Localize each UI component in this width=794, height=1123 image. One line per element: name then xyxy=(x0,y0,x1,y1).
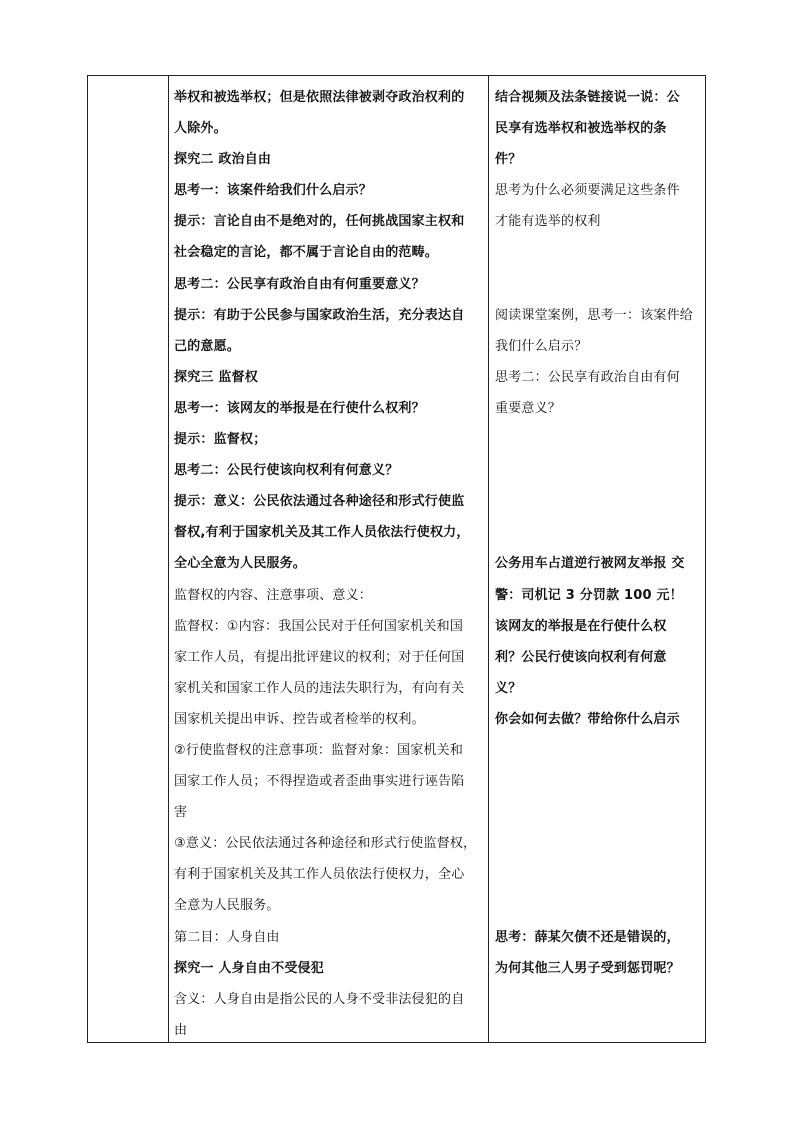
activity-line xyxy=(495,890,702,921)
content-line: 国家工作人员；不得捏造或者歪曲事实进行诬告陷 xyxy=(174,774,465,790)
content-line: 思考一：该案件给我们什么启示？ xyxy=(174,183,373,199)
activity-line xyxy=(495,766,702,797)
content-line: 全意为人民服务。 xyxy=(174,898,280,914)
content-line: 探究三 监督权 xyxy=(174,369,258,385)
activity-line xyxy=(495,424,702,455)
activity-line xyxy=(495,269,702,300)
content-line: 第二目：人身自由 xyxy=(174,929,280,945)
activity-line: 思考为什么必须要满足这些条件 xyxy=(495,183,680,199)
activity-line: 我们什么启示？ xyxy=(495,338,588,354)
activity-line xyxy=(495,486,702,517)
activity-line: 为何其他三人男子受到惩罚呢？ xyxy=(495,960,680,976)
activity-line xyxy=(495,455,702,486)
content-line: 举权和被选举权；但是依照法律被剥夺政治权利的 xyxy=(174,90,465,105)
content-line: ②行使监督权的注意事项：监督对象：国家机关和 xyxy=(174,742,464,758)
content-line: 家机关和国家工作人员的违法失职行为，有向有关 xyxy=(174,680,465,696)
activity-line xyxy=(495,797,702,828)
activity-line: 阅读课堂案例，思考一：该案件给 xyxy=(495,307,694,323)
content-line: 由 xyxy=(174,1022,188,1038)
content-line: 全心全意为人民服务。 xyxy=(174,556,307,572)
content-line: 探究一 人身自由不受侵犯 xyxy=(174,960,324,976)
activity-line: 思考：薛某欠债不还是错误的， xyxy=(495,929,680,945)
activity-line: 义？ xyxy=(495,680,522,696)
activity-line: 思考二：公民享有政治自由有何 xyxy=(495,369,680,385)
activity-line: 该网友的举报是在行使什么权 xyxy=(495,618,667,634)
content-line: 思考二：公民享有政治自由有何重要意义？ xyxy=(174,276,425,292)
content-line: 家工作人员，有提出批评建议的权利；对于任何国 xyxy=(174,649,465,665)
content-line: 人除外。 xyxy=(174,121,227,137)
content-line: 提示：监督权； xyxy=(174,432,267,448)
activity-line xyxy=(495,828,702,859)
content-line: 有利于国家机关及其工作人员依法行使权力，全心 xyxy=(174,867,465,883)
activity-line xyxy=(495,517,702,548)
activity-line: 才能有选举的权利 xyxy=(495,214,601,230)
content-line: 含义：人身自由是指公民的人身不受非法侵犯的自 xyxy=(174,991,465,1007)
activity-line: 结合视频及法条链接说一说：公 xyxy=(495,90,680,105)
content-line: 思考二：公民行使该向权利有何意义？ xyxy=(174,463,399,479)
content-line: 督权,有利于国家机关及其工作人员依法行使权力， xyxy=(174,525,470,541)
content-line: 监督权：①内容：我国公民对于任何国家机关和国 xyxy=(174,618,464,634)
content-line: 提示：言论自由不是绝对的，任何挑战国家主权和 xyxy=(174,214,465,230)
activity-line xyxy=(495,237,702,268)
activity-line: 件？ xyxy=(495,152,522,168)
content-line: 国家机关提出申诉、控告或者检举的权利。 xyxy=(174,711,425,727)
activity-line: 重要意义？ xyxy=(495,400,562,416)
content-line: ③意义：公民依法通过各种途径和形式行使监督权， xyxy=(174,836,477,852)
content-line: 思考一：该网友的举报是在行使什么权利？ xyxy=(174,400,425,416)
teaching-content-column xyxy=(168,76,488,1042)
activity-line: 公务用车占道逆行被网友举报 交 xyxy=(495,556,685,572)
activity-line: 民享有选举权和被选举权的条 xyxy=(495,121,667,137)
content-line: 探究二 政治自由 xyxy=(174,152,272,168)
activity-line xyxy=(495,859,702,890)
content-line: 监督权的内容、注意事项、意义： xyxy=(174,587,373,603)
student-activity-column xyxy=(489,76,706,1042)
activity-line xyxy=(495,735,702,766)
activity-line: 利？公民行使该向权利有何意 xyxy=(495,649,667,665)
content-line: 提示：意义：公民依法通过各种途径和形式行使监 xyxy=(174,494,465,510)
activity-line: 警：司机记 3 分罚款 100 元！ xyxy=(495,587,683,603)
content-line: 社会稳定的言论，都不属于言论自由的范畴。 xyxy=(174,245,439,261)
activity-line: 你会如何去做？带给你什么启示 xyxy=(495,711,680,727)
content-line: 提示：有助于公民参与国家政治生活，充分表达自 xyxy=(174,307,465,323)
lesson-table xyxy=(87,75,706,1043)
content-line: 害 xyxy=(174,805,188,821)
content-line: 己的意愿。 xyxy=(174,338,241,354)
